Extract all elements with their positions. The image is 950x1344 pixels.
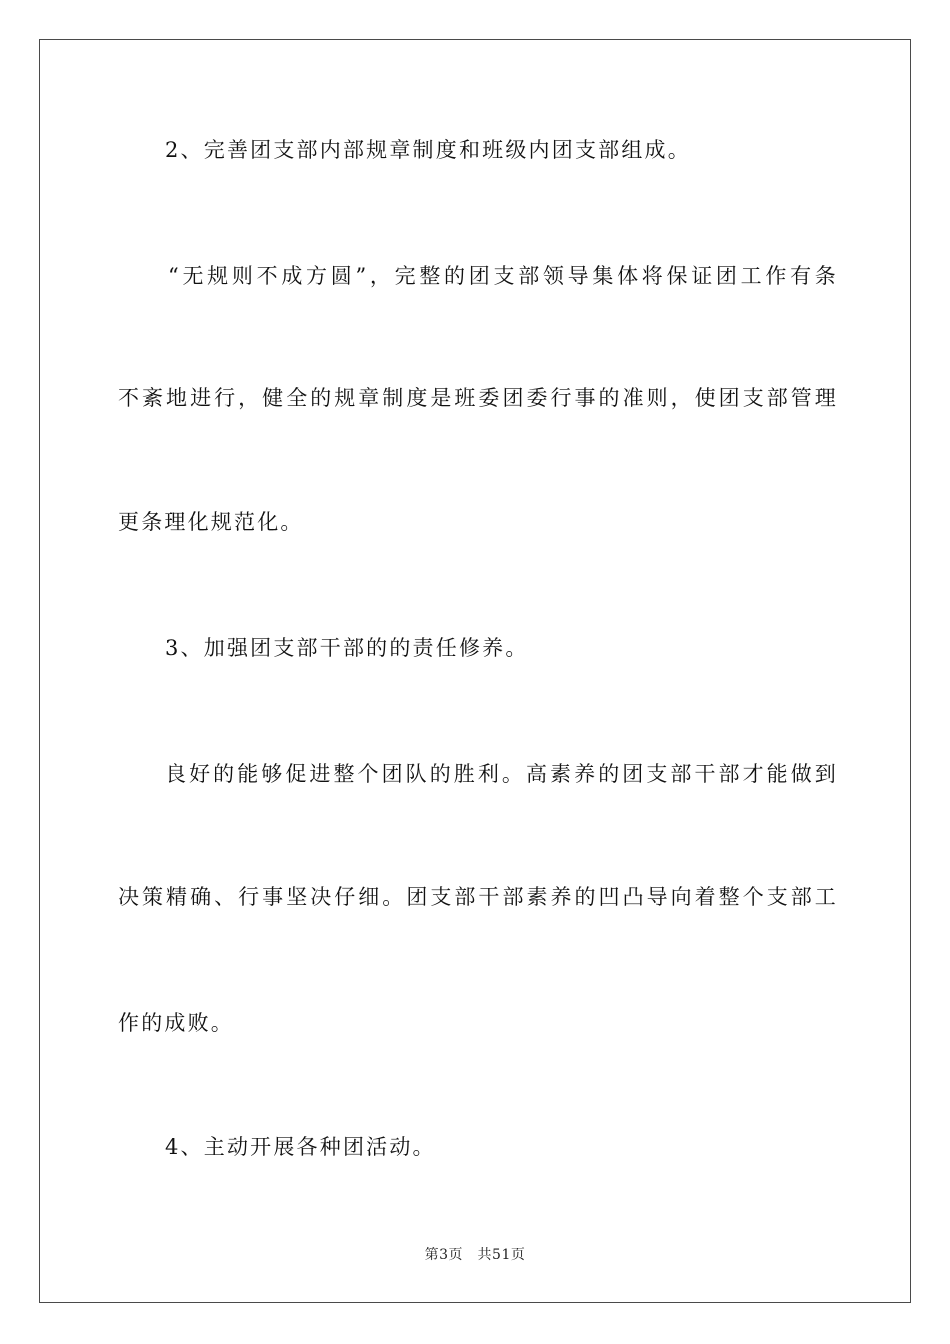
- item-4-heading: 4、主动开展各种团活动。: [165, 1135, 436, 1159]
- item-3-paragraph-line-2: 决策精确、行事坚决仔细。团支部干部素养的凹凸导向着整个支部工: [118, 885, 838, 909]
- item-2-paragraph-line-1: “无规则不成方圆”，完整的团支部领导集体将保证团工作有条: [168, 264, 838, 288]
- item-3-heading: 3、加强团支部干部的的责任修养。: [165, 636, 529, 660]
- item-2-heading: 2、完善团支部内部规章制度和班级内团支部组成。: [165, 138, 691, 162]
- item-2-paragraph-line-2: 不紊地进行，健全的规章制度是班委团委行事的准则，使团支部管理: [118, 386, 838, 410]
- page-number-footer: 第3页 共51页: [424, 1247, 526, 1263]
- item-3-paragraph-line-1: 良好的能够促进整个团队的胜利。高素养的团支部干部才能做到: [165, 762, 838, 786]
- page-border: [39, 39, 911, 1303]
- item-3-paragraph-line-3: 作的成败。: [118, 1011, 234, 1035]
- item-2-paragraph-line-3: 更条理化规范化。: [118, 510, 304, 534]
